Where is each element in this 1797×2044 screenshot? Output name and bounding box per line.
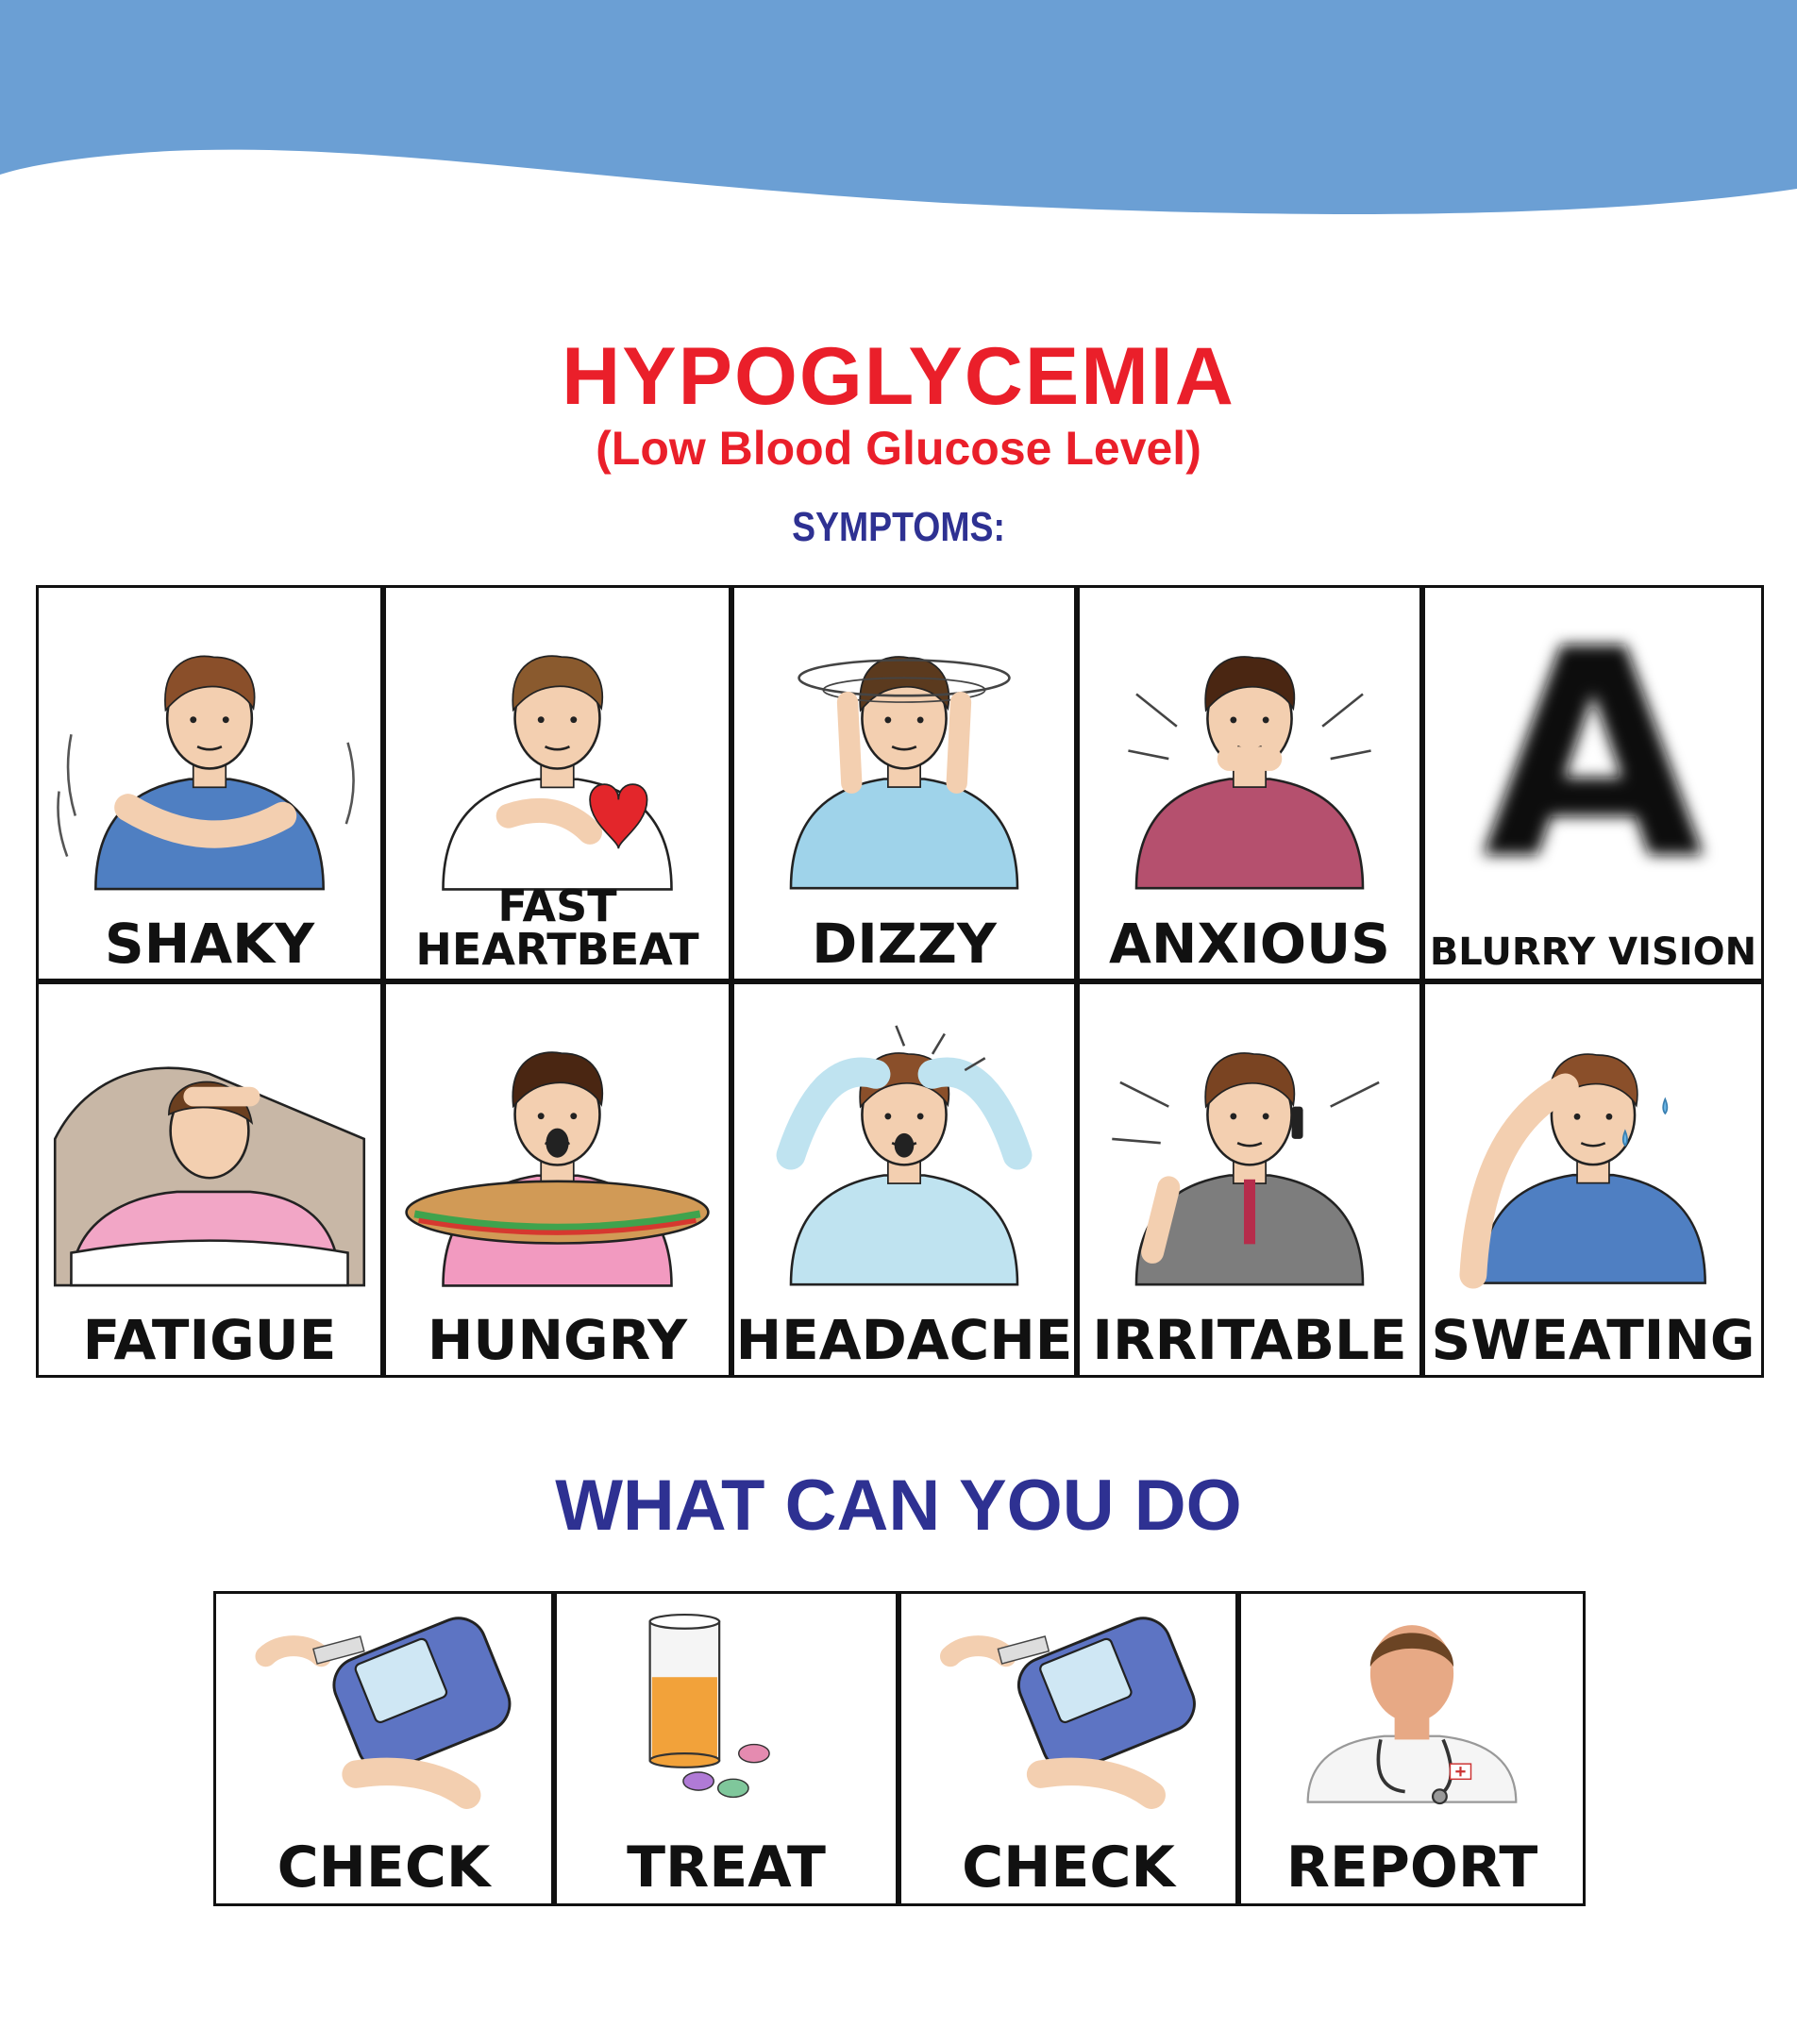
doctor-icon: [1241, 1594, 1583, 1830]
action-card: [554, 1591, 898, 1906]
glucose-meter-icon: [216, 1594, 551, 1830]
dizzy-person-icon: [734, 588, 1074, 913]
action-card: [1238, 1591, 1586, 1906]
symptom-card: [36, 585, 383, 981]
symptom-card: [731, 585, 1077, 981]
action-label: CHECK: [277, 1835, 491, 1901]
symptoms-heading: SYMPTOMS:: [792, 504, 1005, 550]
symptom-card: [1422, 981, 1764, 1378]
header-wave: [0, 0, 1797, 226]
symptom-label: IRRITABLE: [1092, 1308, 1407, 1372]
action-label: REPORT: [1285, 1835, 1538, 1901]
symptom-label: BLURRY VISION: [1429, 930, 1757, 974]
blurry-letter-icon: [1425, 588, 1761, 913]
symptom-card: [1077, 981, 1422, 1378]
page-subtitle: (Low Blood Glucose Level): [596, 422, 1201, 475]
page-title: HYPOGLYCEMIA: [562, 331, 1235, 422]
symptom-label: DIZZY: [812, 912, 997, 976]
symptom-card: [1077, 585, 1422, 981]
symptom-card: [383, 981, 731, 1378]
juice-and-candy-icon: [557, 1594, 896, 1830]
heartbeat-person-icon: [386, 588, 729, 913]
symptom-card: [36, 981, 383, 1378]
blurry-letter: A: [1481, 588, 1705, 913]
symptom-label: HUNGRY: [427, 1308, 688, 1372]
symptom-label: ANXIOUS: [1109, 912, 1390, 976]
hungry-person-icon: [386, 984, 729, 1310]
action-label: TREAT: [627, 1835, 826, 1901]
symptom-label: SHAKY: [104, 912, 315, 976]
symptom-label: FATIGUE: [82, 1308, 337, 1372]
action-label: CHECK: [962, 1835, 1175, 1901]
symptom-card: [383, 585, 731, 981]
symptom-label: HEADACHE: [735, 1308, 1073, 1372]
headache-person-icon: [734, 984, 1074, 1310]
action-card: [213, 1591, 554, 1906]
action-card: [898, 1591, 1238, 1906]
glucose-meter-icon: [901, 1594, 1235, 1830]
anxious-person-icon: [1080, 588, 1419, 913]
symptom-label: SWEATING: [1431, 1308, 1755, 1372]
symptom-card: [731, 981, 1077, 1378]
symptom-card: [1422, 585, 1764, 981]
sweating-person-icon: [1425, 984, 1761, 1310]
irritable-person-icon: [1080, 984, 1419, 1310]
symptom-label: FAST HEARTBEAT: [415, 880, 699, 975]
actions-heading: WHAT CAN YOU DO: [555, 1466, 1242, 1546]
fatigue-person-icon: [39, 984, 380, 1310]
shaky-person-icon: [39, 588, 380, 913]
